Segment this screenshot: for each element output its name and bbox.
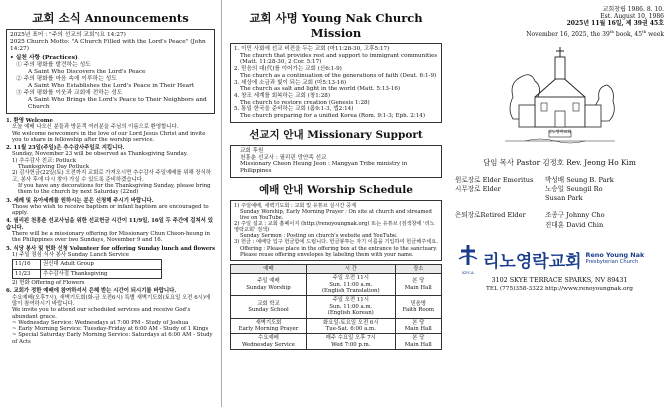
logo-english-name: Reno Young Nak <box>585 251 645 260</box>
notice-1-title: 1. 환영 Welcome <box>6 118 53 124</box>
service-name-ko: 수요예배 <box>258 335 279 342</box>
service-name-en: Wednesday Service <box>241 341 295 348</box>
service-name-ko: 주일 예배 <box>257 278 280 285</box>
table-row <box>231 274 442 296</box>
mission-5-en: The church preparing for a unified Korea (Rom. 9:1-3; Eph. 2:14) <box>240 113 426 120</box>
service-time-en: Sun. 11:00 a.m. <box>329 281 373 288</box>
service-time-en: Wed 7:00 p.m. <box>331 341 371 348</box>
notice-2-en: Sunday, November 23 will be observed as Thanksgiving Sunday. <box>12 151 188 158</box>
staff-row: Susan Park <box>545 194 583 203</box>
table-row <box>231 296 442 318</box>
building-sign-text: 리노영락교회 <box>547 128 572 134</box>
motto-ko: 2025년 표어 : "주의 선교의 교회"(요 14:27) <box>10 32 126 38</box>
notice-6-list-1: ~ Wednesday Service: Wednesdays at 7:00 PM - Study of Joshua <box>12 319 189 326</box>
table-row <box>231 318 442 334</box>
notice-4-en: There will be a missionary offering for Missionary Chun Cheon-heung in the Philippines over two Sundays, November 9 and 16. <box>12 231 210 244</box>
logo-english-sub: Presbyterian Church <box>585 259 639 266</box>
col-header-place: 장소 <box>395 264 441 273</box>
announcement-list <box>6 118 215 345</box>
worship-title: 예배 안내 Worship Schedule <box>259 183 413 196</box>
service-place-en: Main Hall <box>404 326 432 333</box>
worship-schedule-table <box>230 264 442 350</box>
service-time-ko: 주일 오전 11시 <box>332 275 369 282</box>
cover-column <box>449 0 670 407</box>
notice-1-en: We welcome newcomers in the love of our Lord Jesus Christ and invite you to share in fellowship after the worship service. <box>12 130 206 143</box>
worship-info-3-en: Offering : Please place in the offering box at the entrance to the sanctuary. Please reuse offering envelopes by labeling them with your name. <box>240 245 438 258</box>
table-row <box>13 260 162 269</box>
service-time-en: Tue-Sat. 6:00 a.m. <box>325 326 376 333</box>
lunch-date: 11/16 <box>13 260 41 269</box>
mission-3-ko: 3. 세상에 소금과 빛이 되는 교회 (마5:13-16) <box>234 79 347 86</box>
kpca-label: KPCA <box>462 269 474 275</box>
motto-box <box>6 29 215 114</box>
worship-info-2-en: Sunday Sermon : Posting on church's website and YouTube. <box>240 233 398 240</box>
notice-6-ko: 수요예배(오후7시), 새벽기도회(화-금 오전6시) 특별 새벽기도회(토요일 오전 6시)에 많이 참여하시기 바랍니다. <box>12 294 211 307</box>
announcements-column <box>0 0 222 407</box>
practice-2-ko: ② 주의 평화를 마음 속에 이루하는 성도 <box>16 76 117 82</box>
church-logo <box>455 244 664 275</box>
service-name-en: Sunday Worship <box>246 284 291 291</box>
service-place-en: Main Hall <box>404 341 432 348</box>
cross-logo-icon <box>457 244 479 266</box>
staff-row: 원로장로 Elder Emeritus 박성배 Seung B. Park <box>455 175 614 184</box>
support-ko: 천흥춘 선교사 : 필리핀 망얀족 선교 <box>240 154 327 161</box>
service-place-ko: 본 당 <box>412 335 425 342</box>
col-header-service: 예배 <box>231 264 307 273</box>
notice-3-title: 3. 세례 및 유아세례를 원하시는 분은 신청해 주시기 바랍니다. <box>6 197 154 204</box>
table-header-row <box>231 264 442 273</box>
staff-row: 진대훈 David Chin <box>545 220 604 229</box>
mission-4-ko: 4. 창조 세계를 회복하는 교회 (창1:28) <box>234 92 330 99</box>
service-time-en: Sun. 11:00 a.m. <box>329 303 373 310</box>
notice-2-item-2-en: If you have any decorations for the Thanksgiving Sunday, please bring them to the church by next Saturday (22nd) <box>18 182 211 196</box>
practice-1-en: A Saint Who Discovers the Lord's Peace <box>28 69 146 75</box>
church-address: 3102 SKYE TERRACE SPARKS, NV 89431 <box>491 275 628 284</box>
service-place-ko: 본 당 <box>412 278 425 285</box>
notice-6-en: We invite you to attend our scheduled services and receive God's abundant grace. <box>12 307 191 320</box>
notice-3-en: Those who wish to receive baptism or infant baptism are encouraged to apply. <box>12 203 209 217</box>
table-row <box>13 269 162 278</box>
bulletin-header <box>455 6 664 38</box>
notice-4-title: 4. 필리핀 천흥춘 선교사님을 위한 선교헌금 시간이 11/9일, 16일 두 주간에 걸쳐서 있습니다. <box>6 218 213 231</box>
senior-pastor: 담임 목사 Pastor 김정호 Rev. Jeong Ho Kim <box>483 157 636 167</box>
service-time-ko: 주일 오전 11시 <box>332 297 369 304</box>
mission-title: 교회 사명 Young Nak Church Mission <box>249 11 423 40</box>
service-place-en: Main Hall <box>404 284 432 291</box>
mission-1-en: The church that provides rest and support to immigrant communities (Matt. 11:28-30, 2 Cor. 5:17) <box>240 52 438 66</box>
practice-3-en: A Saint Who Brings the Lord's Peace to Their Neighbors and Church <box>28 97 207 110</box>
mission-column <box>224 0 446 407</box>
bulletin-date-ko: 2025년 11월 16일, 제 39권 45호 <box>566 20 664 28</box>
staff-row: 시무장로 Elder 노승일 Seungil Ro <box>455 185 603 194</box>
support-title: 선교지 안내 Missionary Support <box>249 128 423 141</box>
founded-ko: 교회창립 1986. 8. 10. <box>602 6 664 13</box>
table-row <box>231 334 442 350</box>
service-place-ko: 믿음방 <box>410 300 427 307</box>
service-place-en: Faith Room <box>402 307 434 313</box>
notice-5-sub: 1) 주일 점심 식사 봉사 Sunday Lunch Service <box>12 251 129 258</box>
service-name-en: Sunday School <box>248 307 289 313</box>
notice-6-list-2: ~ Early Morning Service: Tuesday-Friday at 6:00 AM - Study of 1 Kings <box>12 326 209 333</box>
practices-title: • 실천 사항 (Practices) <box>10 55 78 61</box>
notice-1-ko: 오늘 예배 나오신 분들과 방문객 여러분을 주님의 이름으로 환영합니다. <box>12 124 179 131</box>
mission-2-en: The church as a continuation of the generations of faith (Deut. 6:1-9) <box>240 72 437 79</box>
staff-list <box>455 176 664 230</box>
notice-5-title: 5. 식당 봉사 및 헌화 신청 Volunteer for offering Sunday lunch and flowers <box>6 245 216 252</box>
mission-2-ko: 2. 믿음의 대(代)를 이어가는 교회 (신6:1-9) <box>234 66 342 73</box>
service-time-note: (English Translation) <box>321 287 380 294</box>
church-contact: TEL (775)358-3322 http://www.renoyoungnak.org <box>486 286 633 293</box>
support-en: Missionary Cheon Heung Jeon : Mangyan Tribe ministry in Philippines <box>240 161 408 175</box>
col-header-time: 시 간 <box>306 264 395 273</box>
service-name-en: Early Morning Prayer <box>238 326 299 333</box>
service-time-ko: 화요일-토요일 오전 6시 <box>322 319 379 326</box>
mission-5-ko: 5. 통일 한국을 준비하는 교회 (롬9:1-3, 엡2:14) <box>234 106 354 113</box>
support-box <box>230 145 442 178</box>
worship-info-1-ko: 1) 주일예배, 새벽기도회 : 교회 및 유튜브 실시간 중계 <box>234 202 357 209</box>
notice-2-item-1: 1) 추수감사 친교: Potluck <box>12 157 77 164</box>
announcements-title: 교회 소식 Announcements <box>32 11 189 25</box>
mission-box <box>230 43 442 123</box>
mission-4-en: The church to restore creation (Genesis 1:28) <box>240 99 370 106</box>
founded-en: Est. August 10, 1986 <box>600 13 664 21</box>
mission-3-en: The church as salt and light in the world (Matt. 5:13-16) <box>240 86 401 93</box>
staff-row: 은퇴장로Retired Elder 조종구 Johnny Cho <box>455 211 605 220</box>
lunch-service-table <box>12 259 162 279</box>
notice-2-item-1-en: Thanksgiving Day Potluck <box>18 164 89 171</box>
practice-1-ko: ① 주의 평화를 발견하는 성도 <box>16 62 91 68</box>
notice-6-title: 6. 교회가 정한 예배에 참여하셔서 은혜 받는 시간이 되시기를 바랍니다. <box>6 288 177 295</box>
notice-5-flowers: 2) 헌화 Offering of Flowers <box>12 280 85 287</box>
bulletin-date-en: November 16, 2025, the 39th book, 45th week <box>526 28 664 38</box>
mission-1-ko: 1. 이민 사회에 선교 비전을 두는 교회 (마11:28-30, 고후5:17) <box>234 46 390 52</box>
service-time-ko: 매주 수요일 오후 7시 <box>325 335 376 342</box>
lunch-date: 11/23 <box>13 269 41 278</box>
practice-2-en: A Saint Who Establishes the Lord's Peace in Their Heart <box>28 83 195 89</box>
worship-info-box <box>230 200 442 261</box>
motto-en: 2025 Church Motto: "A Church Filled with the Lord's Peace" (John 14:27) <box>10 39 206 52</box>
service-time-note: (English Korean) <box>327 310 374 317</box>
service-name-ko: 새벽기도회 <box>255 319 282 326</box>
notice-2-title: 2. 11월 23일(주일)은 추수감사주일로 지킵니다. <box>6 145 125 152</box>
worship-info-3-ko: 3) 헌금 : 예배당 입구 헌금함에 드립니다. 헌금봉투는 자기 이름을 기입하여 헌금해주세요. <box>234 239 438 246</box>
service-place-ko: 본 당 <box>412 319 425 326</box>
service-name-ko: 교회 학교 <box>257 300 280 307</box>
practice-3-ko: ③ 주의 평화를 이웃과 교회에 전하는 성도 <box>16 90 123 96</box>
support-lead: 교회 후원 <box>240 147 264 154</box>
notice-6-list-3: ~ Special Saturday Early Morning Service: Saturdays at 6:00 AM - Study of Acts <box>12 332 213 345</box>
worship-info-1-en: Sunday Worship, Early Morning Prayer : On site at church and streamed live on YouTube. <box>240 209 432 222</box>
logo-korean-name: 리노영락교회 <box>483 251 582 272</box>
notice-2-item-2: 2) 감사헌금(22일(토) 오전까지 교회로 가져오시면 추수감사 주일예배를 위해 장식하고, 봉사 후에 다시 찾아 가실 수 있도록 준비하겠습니다. <box>12 170 212 183</box>
lunch-group: 추수감사절 Thanksgiving <box>41 269 162 278</box>
worship-info-2-ko: 2) 주일 설교 : 교회 홈페이지 (http://renoyoungnak.org) 또는 유튜브 (검색창에 '리노영락교회' 검색) <box>234 221 435 234</box>
lunch-group: 권신대 Adult Group <box>41 260 162 269</box>
